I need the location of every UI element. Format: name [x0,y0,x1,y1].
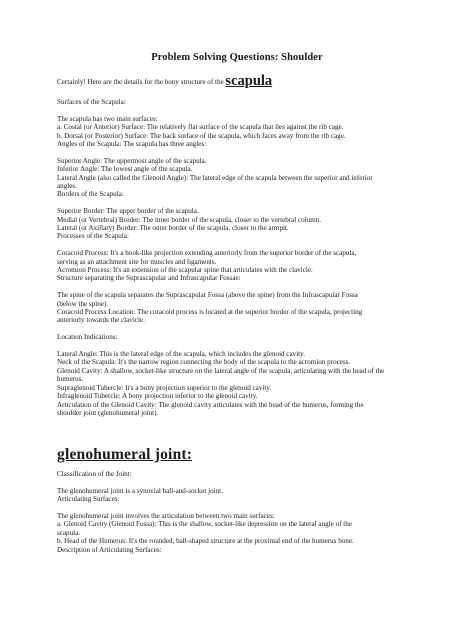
blank-line [57,342,417,350]
text-line: angles. [57,182,77,191]
blank-line [57,325,417,333]
text-line: a. Costal (or Anterior) Surface: The relatively flat surface of the scapula that lies against the rib cage. [57,123,344,132]
text-line: Articulating Surfaces: [57,495,120,504]
text-line: Infraglenoid Tubercle: A bony projection inferior to the glenoid cavity. [57,392,258,401]
glenohumeral-heading: glenohumeral joint: [57,446,193,463]
text-line: Articulation of the Glenoid Cavity: The glenoid cavity articulates with the head of the humerus, forming the [57,400,364,409]
text-line: Acromion Process: It's an extension of the scapular spine that articulates with the clavicle. [57,266,313,275]
text-line: Coracoid Process: It's a hook-like projection extending anteriorly from the superior border of the scapula, [57,249,357,258]
text-line: The glenohumeral joint involves the articulation between two main surfaces: [57,512,275,520]
text-line: humerus. [57,375,84,384]
text-line: The scapula has two main surfaces: [57,114,158,123]
intro-line [57,74,417,89]
text-line: Description of Articulating Surfaces: [57,545,162,554]
text-line: Superior Border: The upper border of the scapula. [57,207,199,216]
blank-line [57,199,417,207]
text-line: Inferior Angle: The lowest angle of the scapula. [57,165,193,174]
text-line: b. Dorsal (or Posterior) Surface: The back surface of the scapula, which faces away from the rib cage. [57,131,346,140]
text-line: scapula. [57,528,81,537]
blank-line [57,241,417,249]
text-line: Coracoid Process Location: The coracoid process is located at the superior border of the scapula, projecting [57,308,363,317]
text-line: serving as an attachment site for muscles and ligaments. [57,257,217,266]
text-line: Borders of the Scapula: [57,190,124,199]
text-line: Location Indications: [57,333,118,342]
blank-line [57,283,417,291]
blank-line [57,478,417,486]
text-line: Classification of the Joint: [57,470,132,478]
text-line: a. Glenoid Cavity (Glenoid Fossa): This is the shallow, socket-like depression on the lateral angle of the [57,520,352,529]
intro-text: Certainly! Here are the details for the bony structure of the [57,78,224,86]
text-line: Surfaces of the Scapula: [57,98,126,106]
text-line: Lateral (or Axillary) Border: The outer border of the scapula, closer to the armpit. [57,224,289,233]
text-line: Superior Angle: The uppermost angle of the scapula. [57,156,207,165]
text-line: b. Head of the Humerus: It's the rounded, ball-shaped structure at the proximal end of the humerus bone. [57,537,354,546]
text-line: Supraglenoid Tubercle: It's a bony projection superior to the glenoid cavity. [57,383,272,392]
text-line: The spine of the scapula separates the Suprascapular Fossa (above the spine) from the Infrascapular Fossa [57,291,358,300]
scapula-section [57,98,417,417]
text-line: Angles of the Scapula: The scapula has three angles: [57,140,207,149]
text-line: (below the spine). [57,299,109,308]
text-line: Glenoid Cavity: A shallow, socket-like structure on the lateral angle of the scapula, articulating with the head of the [57,366,385,375]
blank-line [57,148,417,156]
text-line: Lateral Angle (also called the Glenoid Angle): The lateral edge of the scapula between the superior and inferior [57,173,373,182]
page-title: Problem Solving Questions: Shoulder [151,52,323,63]
text-line: Processes of the Scapula: [57,232,129,241]
text-line: The glenohumeral joint is a synovial ball-and-socket joint. [57,486,223,495]
scapula-heading: scapula [225,73,273,89]
blank-line [57,106,417,114]
text-line: anteriorly towards the clavicle. [57,316,145,325]
text-line: Medial (or Vertebral) Border: The inner border of the scapula, closer to the vertebral column. [57,215,322,224]
blank-line [57,504,417,512]
text-line: shoulder joint (glenohumeral joint). [57,408,159,417]
text-line: Lateral Angle: This is the lateral edge of the scapula, which includes the glenoid cavity. [57,350,306,359]
glenohumeral-section [57,470,417,554]
text-line: Structure separating the Suprascapular and Infrascapular Fossae: [57,274,241,283]
text-line: Neck of the Scapula: It's the narrow region connecting the body of the scapula to the acromion process. [57,358,351,367]
